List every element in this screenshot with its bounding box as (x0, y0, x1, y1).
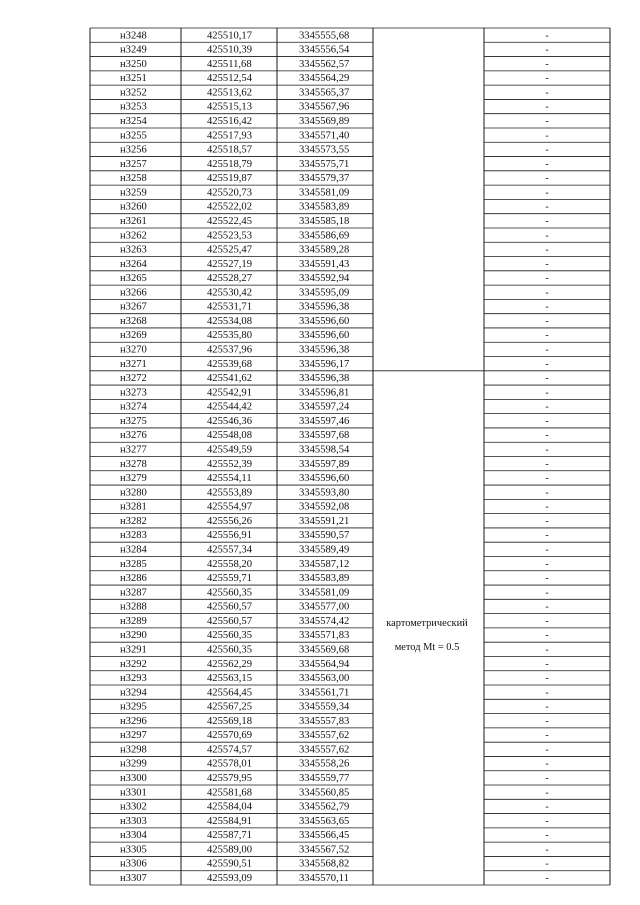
coord-x: 425522,45 (207, 215, 253, 227)
coord-x: 425525,47 (207, 244, 253, 256)
accuracy-value: - (545, 873, 549, 885)
accuracy-value: - (545, 244, 549, 256)
point-id: н3280 (120, 487, 147, 499)
coord-y: 3345559,34 (299, 701, 350, 713)
point-id: н3277 (120, 444, 147, 456)
coord-x: 425556,26 (207, 515, 253, 527)
accuracy-value: - (545, 801, 549, 813)
coord-y: 3345583,89 (299, 573, 350, 585)
accuracy-value: - (545, 758, 549, 770)
accuracy-value: - (545, 444, 549, 456)
accuracy-value: - (545, 201, 549, 213)
point-id: н3252 (120, 87, 147, 99)
accuracy-value: - (545, 844, 549, 856)
coord-x: 425518,57 (207, 144, 253, 156)
point-id: н3293 (120, 673, 147, 685)
accuracy-value: - (545, 130, 549, 142)
coord-x: 425531,71 (207, 301, 253, 313)
point-id: н3278 (120, 458, 147, 470)
coord-y: 3345596,38 (299, 373, 350, 385)
coord-y: 3345597,68 (299, 430, 350, 442)
coord-y: 3345557,83 (299, 715, 350, 727)
coord-y: 3345596,81 (299, 387, 350, 399)
coord-x: 425518,79 (207, 158, 253, 170)
point-id: н3258 (120, 173, 147, 185)
accuracy-value: - (545, 373, 549, 385)
coord-y: 3345575,71 (299, 158, 350, 170)
point-id: н3254 (120, 115, 147, 127)
point-id: н3275 (120, 415, 147, 427)
accuracy-value: - (545, 601, 549, 613)
point-id: н3251 (120, 73, 147, 85)
point-id: н3307 (120, 873, 147, 885)
point-id: н3268 (120, 315, 147, 327)
coord-x: 425542,91 (207, 387, 253, 399)
coord-x: 425510,39 (207, 44, 253, 56)
accuracy-value: - (545, 215, 549, 227)
point-id: н3301 (120, 787, 147, 799)
coord-y: 3345596,38 (299, 301, 350, 313)
accuracy-value: - (545, 558, 549, 570)
accuracy-value: - (545, 287, 549, 299)
coord-y: 3345563,00 (299, 673, 350, 685)
accuracy-value: - (545, 30, 549, 42)
coord-x: 425512,54 (207, 73, 253, 85)
coord-x: 425517,93 (207, 130, 253, 142)
accuracy-value: - (545, 715, 549, 727)
coord-x: 425554,97 (207, 501, 253, 513)
accuracy-value: - (545, 401, 549, 413)
point-id: н3300 (120, 773, 147, 785)
accuracy-value: - (545, 301, 549, 313)
accuracy-value: - (545, 615, 549, 627)
coord-x: 425562,29 (207, 658, 253, 670)
coord-x: 425581,68 (207, 787, 253, 799)
accuracy-value: - (545, 787, 549, 799)
point-id: н3289 (120, 615, 147, 627)
accuracy-value: - (545, 87, 549, 99)
coord-x: 425539,68 (207, 358, 253, 370)
coord-y: 3345565,37 (299, 87, 350, 99)
point-id: н3297 (120, 730, 147, 742)
point-id: н3270 (120, 344, 147, 356)
coord-x: 425584,91 (207, 815, 253, 827)
coord-x: 425513,62 (207, 87, 253, 99)
coord-x: 425579,95 (207, 773, 253, 785)
point-id: н3302 (120, 801, 147, 813)
point-id: н3274 (120, 401, 147, 413)
coord-y: 3345562,57 (299, 58, 350, 70)
point-id: н3281 (120, 501, 147, 513)
accuracy-value: - (545, 587, 549, 599)
coord-y: 3345589,49 (299, 544, 350, 556)
coord-y: 3345567,52 (299, 844, 350, 856)
point-id: н3288 (120, 601, 147, 613)
coord-y: 3345574,42 (299, 615, 350, 627)
coord-x: 425510,17 (207, 30, 253, 42)
coord-x: 425520,73 (207, 187, 253, 199)
accuracy-value: - (545, 415, 549, 427)
coord-y: 3345557,62 (299, 730, 350, 742)
point-id: н3276 (120, 430, 147, 442)
coord-y: 3345577,00 (299, 601, 350, 613)
coord-y: 3345556,54 (299, 44, 350, 56)
coord-y: 3345596,17 (299, 358, 350, 370)
accuracy-value: - (545, 673, 549, 685)
accuracy-value: - (545, 230, 549, 242)
coord-x: 425541,62 (207, 373, 253, 385)
coord-x: 425515,13 (207, 101, 253, 113)
accuracy-value: - (545, 501, 549, 513)
accuracy-value: - (545, 515, 549, 527)
coord-x: 425589,00 (207, 844, 253, 856)
point-id: н3305 (120, 844, 147, 856)
coord-y: 3345593,80 (299, 487, 350, 499)
coord-y: 3345592,94 (299, 273, 350, 285)
accuracy-value: - (545, 173, 549, 185)
accuracy-value: - (545, 315, 549, 327)
point-id: н3259 (120, 187, 147, 199)
coord-y: 3345596,38 (299, 344, 350, 356)
point-id: н3303 (120, 815, 147, 827)
accuracy-value: - (545, 487, 549, 499)
point-id: н3304 (120, 830, 147, 842)
coord-y: 3345589,28 (299, 244, 350, 256)
coord-y: 3345564,94 (299, 658, 350, 670)
accuracy-value: - (545, 101, 549, 113)
accuracy-value: - (545, 344, 549, 356)
point-id: н3269 (120, 330, 147, 342)
coord-y: 3345581,09 (299, 587, 350, 599)
coord-y: 3345596,60 (299, 330, 350, 342)
coord-x: 425560,35 (207, 587, 253, 599)
accuracy-value: - (545, 44, 549, 56)
point-id: н3285 (120, 558, 147, 570)
point-id: н3279 (120, 473, 147, 485)
coord-y: 3345597,89 (299, 458, 350, 470)
coord-x: 425578,01 (207, 758, 253, 770)
point-id: н3296 (120, 715, 147, 727)
accuracy-value: - (545, 330, 549, 342)
coord-y: 3345563,65 (299, 815, 350, 827)
accuracy-value: - (545, 358, 549, 370)
point-id: н3283 (120, 530, 147, 542)
coord-y: 3345562,79 (299, 801, 350, 813)
coord-x: 425590,51 (207, 858, 253, 870)
point-id: н3286 (120, 573, 147, 585)
point-id: н3287 (120, 587, 147, 599)
coord-y: 3345598,54 (299, 444, 350, 456)
accuracy-value: - (545, 258, 549, 270)
point-id: н3266 (120, 287, 147, 299)
accuracy-value: - (545, 187, 549, 199)
coord-y: 3345557,62 (299, 744, 350, 756)
point-id: н3291 (120, 644, 147, 656)
coord-y: 3345569,68 (299, 644, 350, 656)
accuracy-value: - (545, 544, 549, 556)
accuracy-value: - (545, 687, 549, 699)
coord-y: 3345583,89 (299, 201, 350, 213)
coord-y: 3345587,12 (299, 558, 350, 570)
coord-y: 3345573,55 (299, 144, 350, 156)
coord-y: 3345568,82 (299, 858, 350, 870)
coord-x: 425552,39 (207, 458, 253, 470)
coord-y: 3345590,57 (299, 530, 350, 542)
coord-x: 425559,71 (207, 573, 253, 585)
coord-x: 425535,80 (207, 330, 253, 342)
point-id: н3253 (120, 101, 147, 113)
coord-x: 425549,59 (207, 444, 253, 456)
coord-x: 425527,19 (207, 258, 253, 270)
point-id: н3263 (120, 244, 147, 256)
coord-x: 425556,91 (207, 530, 253, 542)
point-id: н3284 (120, 544, 147, 556)
accuracy-value: - (545, 387, 549, 399)
coord-y: 3345567,96 (299, 101, 350, 113)
coord-x: 425563,15 (207, 673, 253, 685)
point-id: н3299 (120, 758, 147, 770)
coord-y: 3345596,60 (299, 473, 350, 485)
point-id: н3250 (120, 58, 147, 70)
coord-x: 425516,42 (207, 115, 253, 127)
accuracy-value: - (545, 158, 549, 170)
coord-y: 3345566,45 (299, 830, 350, 842)
coord-y: 3345591,43 (299, 258, 350, 270)
method-note-line-1: картометрический (386, 618, 468, 629)
point-id: н3261 (120, 215, 147, 227)
coord-y: 3345564,29 (299, 73, 350, 85)
point-id: н3282 (120, 515, 147, 527)
coord-y: 3345595,09 (299, 287, 350, 299)
coord-y: 3345597,24 (299, 401, 350, 413)
coord-x: 425554,11 (207, 473, 252, 485)
point-id: н3298 (120, 744, 147, 756)
coord-x: 425553,89 (207, 487, 253, 499)
point-id: н3294 (120, 687, 147, 699)
point-id: н3292 (120, 658, 147, 670)
table-grid (90, 28, 610, 885)
coord-y: 3345591,21 (299, 515, 350, 527)
coord-x: 425546,36 (207, 415, 253, 427)
accuracy-value: - (545, 815, 549, 827)
coord-x: 425569,18 (207, 715, 253, 727)
coord-x: 425560,57 (207, 615, 253, 627)
coord-y: 3345597,46 (299, 415, 350, 427)
coord-x: 425523,53 (207, 230, 253, 242)
accuracy-value: - (545, 744, 549, 756)
accuracy-value: - (545, 658, 549, 670)
coord-x: 425557,34 (207, 544, 253, 556)
coord-y: 3345559,77 (299, 773, 350, 785)
point-id: н3267 (120, 301, 147, 313)
accuracy-value: - (545, 644, 549, 656)
coord-y: 3345596,60 (299, 315, 350, 327)
accuracy-value: - (545, 73, 549, 85)
coord-y: 3345585,18 (299, 215, 350, 227)
point-id: н3273 (120, 387, 147, 399)
accuracy-value: - (545, 58, 549, 70)
accuracy-value: - (545, 701, 549, 713)
coord-x: 425564,45 (207, 687, 253, 699)
point-id: н3257 (120, 158, 147, 170)
point-id: н3248 (120, 30, 147, 42)
point-id: н3264 (120, 258, 147, 270)
point-id: н3306 (120, 858, 147, 870)
accuracy-value: - (545, 115, 549, 127)
accuracy-value: - (545, 830, 549, 842)
point-id: н3249 (120, 44, 147, 56)
accuracy-value: - (545, 273, 549, 285)
accuracy-value: - (545, 530, 549, 542)
coord-x: 425567,25 (207, 701, 253, 713)
coord-y: 3345569,89 (299, 115, 350, 127)
accuracy-value: - (545, 858, 549, 870)
coord-y: 3345571,40 (299, 130, 350, 142)
coord-x: 425530,42 (207, 287, 253, 299)
point-id: н3256 (120, 144, 147, 156)
point-id: н3290 (120, 630, 147, 642)
point-id: н3295 (120, 701, 147, 713)
coord-y: 3345558,26 (299, 758, 350, 770)
accuracy-value: - (545, 473, 549, 485)
coord-y: 3345570,11 (299, 873, 349, 885)
coord-y: 3345555,68 (299, 30, 350, 42)
coord-x: 425560,35 (207, 630, 253, 642)
coord-y: 3345571,83 (299, 630, 350, 642)
coord-y: 3345592,08 (299, 501, 350, 513)
accuracy-value: - (545, 773, 549, 785)
method-note-line-2: метод Mt = 0.5 (394, 642, 460, 653)
coord-y: 3345579,37 (299, 173, 350, 185)
point-id: н3262 (120, 230, 147, 242)
accuracy-value: - (545, 430, 549, 442)
coord-y: 3345586,69 (299, 230, 350, 242)
point-id: н3260 (120, 201, 147, 213)
accuracy-value: - (545, 630, 549, 642)
coord-x: 425528,27 (207, 273, 253, 285)
accuracy-value: - (545, 573, 549, 585)
point-id: н3272 (120, 373, 147, 385)
coord-x: 425511,68 (207, 58, 252, 70)
coord-y: 3345561,71 (299, 687, 350, 699)
coord-x: 425519,87 (207, 173, 253, 185)
coord-x: 425537,96 (207, 344, 253, 356)
coord-x: 425522,02 (207, 201, 253, 213)
coord-y: 3345581,09 (299, 187, 350, 199)
accuracy-value: - (545, 144, 549, 156)
point-id: н3255 (120, 130, 147, 142)
coord-x: 425560,35 (207, 644, 253, 656)
accuracy-value: - (545, 730, 549, 742)
coord-x: 425587,71 (207, 830, 253, 842)
coord-x: 425593,09 (207, 873, 253, 885)
coord-x: 425544,42 (207, 401, 253, 413)
coord-x: 425574,57 (207, 744, 253, 756)
point-id: н3265 (120, 273, 147, 285)
coord-x: 425570,69 (207, 730, 253, 742)
coord-x: 425534,08 (207, 315, 253, 327)
coord-y: 3345560,85 (299, 787, 350, 799)
coord-x: 425584,04 (207, 801, 253, 813)
accuracy-value: - (545, 458, 549, 470)
coord-x: 425548,08 (207, 430, 253, 442)
point-id: н3271 (120, 358, 147, 370)
coord-x: 425560,57 (207, 601, 253, 613)
coord-x: 425558,20 (207, 558, 253, 570)
